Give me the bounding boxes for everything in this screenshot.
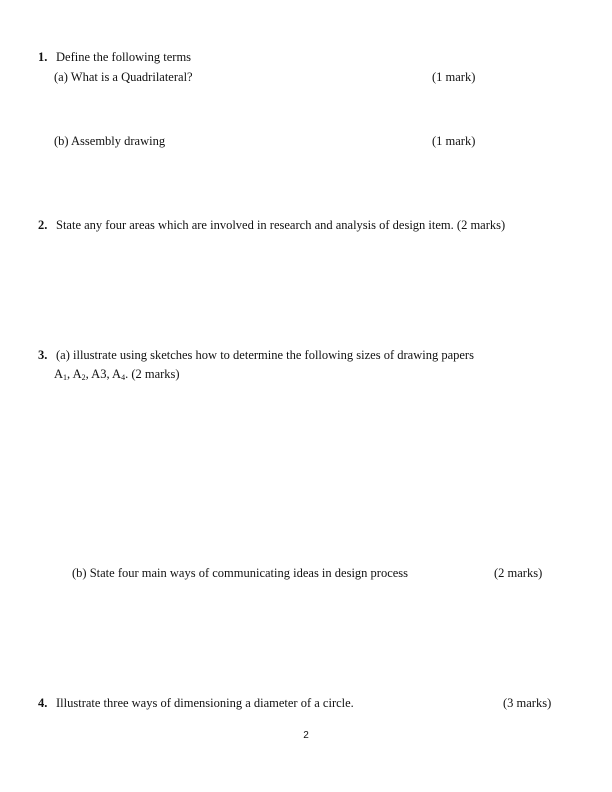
question-3a-text: (a) illustrate using sketches how to determine the following sizes of drawing papers xyxy=(56,348,474,362)
question-3-number: 3. xyxy=(38,348,48,362)
question-1a-marks: (1 mark) xyxy=(432,70,476,84)
question-2-number: 2. xyxy=(38,218,48,232)
paper-a2-subscript: 2 xyxy=(81,373,86,382)
question-1 xyxy=(38,50,191,65)
question-1b-text: (b) Assembly drawing xyxy=(54,134,166,148)
question-1-number: 1. xyxy=(38,50,48,64)
paper-a2: A xyxy=(72,367,82,381)
question-1b-marks: (1 mark) xyxy=(432,134,476,148)
question-3 xyxy=(38,348,474,363)
paper-a1: A xyxy=(54,367,64,381)
question-4 xyxy=(38,696,354,711)
question-4-number: 4. xyxy=(38,696,48,710)
question-1a-text: (a) What is a Quadrilateral? xyxy=(54,70,193,84)
question-3b-marks: (2 marks) xyxy=(494,566,543,580)
question-4-marks: (3 marks) xyxy=(503,696,552,710)
question-1-text: Define the following terms xyxy=(56,50,192,64)
page-number: 2 xyxy=(303,730,309,741)
paper-a1-subscript: 1 xyxy=(63,373,68,382)
question-3b-text: (b) State four main ways of communicating ideas in design process xyxy=(72,566,409,580)
paper-separator-2: , A3, xyxy=(85,367,113,381)
question-3a-marks: . (2 marks) xyxy=(125,367,180,381)
question-2-text: State any four areas which are involved in research and analysis of design item. (2 marks) xyxy=(56,218,506,232)
paper-separator-1: , xyxy=(67,367,73,381)
question-4-text: Illustrate three ways of dimensioning a diameter of a circle. xyxy=(56,696,354,710)
paper-a4: A xyxy=(112,367,122,381)
question-3a-paper-sizes xyxy=(54,367,180,382)
question-2 xyxy=(38,218,505,233)
paper-a4-subscript: 4 xyxy=(121,373,126,382)
